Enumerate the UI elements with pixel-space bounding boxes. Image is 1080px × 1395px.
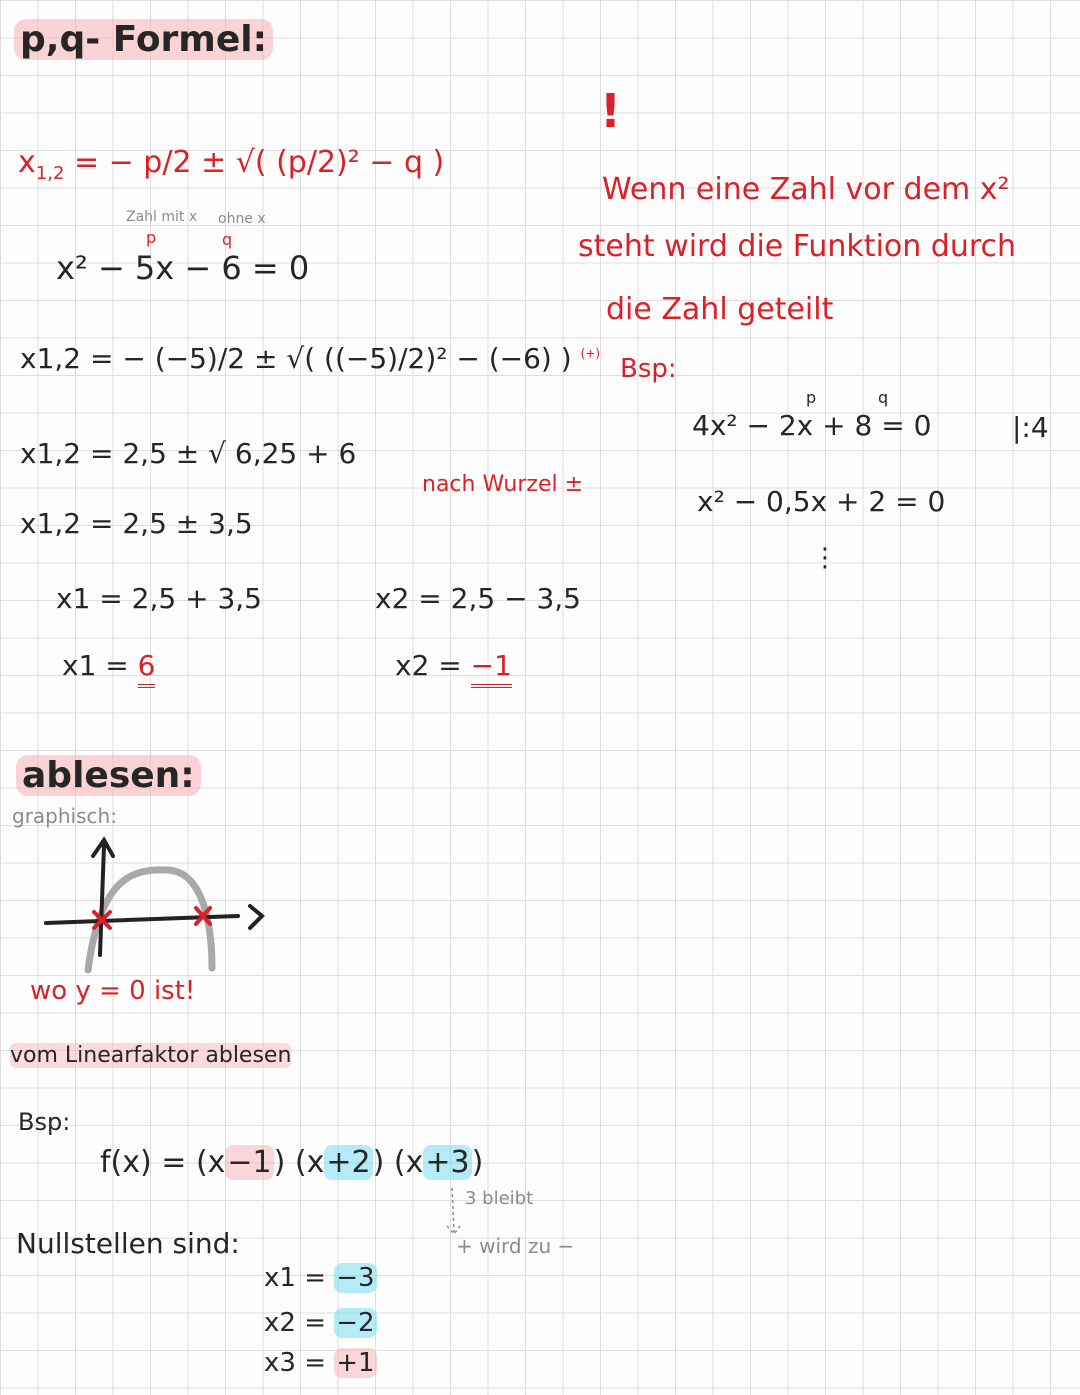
x1-result: x1 = 6 bbox=[62, 652, 155, 680]
step-2: x1,2 = 2,5 ± √ 6,25 + 6 bbox=[20, 437, 357, 470]
function-definition: f(x) = (x−1) (x+2) (x+3) bbox=[100, 1145, 484, 1180]
note-root: nach Wurzel ± bbox=[422, 472, 584, 497]
x2-calc: x2 = 2,5 − 3,5 bbox=[375, 582, 581, 615]
note-mark-q: q bbox=[878, 388, 889, 407]
note-becomes: + wird zu − bbox=[456, 1234, 575, 1258]
zero-2: x2 = −2 bbox=[264, 1308, 375, 1338]
note-line-1: Wenn eine Zahl vor dem x² bbox=[602, 172, 1010, 207]
bsp-label: Bsp: bbox=[18, 1108, 71, 1136]
pq-title: p,q- Formel: bbox=[14, 22, 273, 58]
linearfaktor-label: vom Linearfaktor ablesen bbox=[10, 1043, 292, 1068]
x1-calc: x1 = 2,5 + 3,5 bbox=[56, 582, 262, 615]
note-line-3: die Zahl geteilt bbox=[606, 292, 834, 327]
note-stays: 3 bleibt bbox=[465, 1188, 534, 1209]
note-eq-1-op: |:4 bbox=[1012, 411, 1049, 444]
label-q: ohne x bbox=[218, 211, 266, 227]
note-bsp: Bsp: bbox=[620, 354, 677, 384]
quadratic-equation: x² − 5x − 6 = 0 bbox=[56, 249, 310, 287]
exclamation-mark: ! bbox=[600, 84, 621, 138]
step-3: x1,2 = 2,5 ± 3,5 bbox=[20, 507, 253, 540]
ablesen-title: ablesen: bbox=[16, 758, 201, 794]
note-mark-p: p bbox=[806, 388, 817, 407]
note-eq-1: 4x² − 2x + 8 = 0 bbox=[692, 409, 932, 442]
where-zero-note: wo y = 0 ist! bbox=[30, 976, 196, 1006]
zeros-label: Nullstellen sind: bbox=[16, 1227, 240, 1260]
note-arrow-icon bbox=[447, 1188, 460, 1234]
note-eq-2: x² − 0,5x + 2 = 0 bbox=[697, 485, 946, 518]
note-dots: ⋮ bbox=[812, 543, 838, 573]
zero-3: x3 = +1 bbox=[264, 1348, 375, 1378]
zero-1: x1 = −3 bbox=[264, 1263, 375, 1293]
x2-result: x2 = −1 bbox=[395, 652, 512, 680]
x-axis-arrow-icon bbox=[250, 906, 262, 928]
mark-q: q bbox=[222, 230, 233, 249]
label-p: Zahl mit x bbox=[126, 209, 198, 225]
note-line-2: steht wird die Funktion durch bbox=[578, 229, 1017, 264]
step-1: x1,2 = − (−5)/2 ± √( ((−5)/2)² − (−6) ) (+) bbox=[20, 342, 601, 375]
graphisch-label: graphisch: bbox=[12, 804, 117, 828]
pq-formula: $x_{1,2}$ = − p/2 ± √( (p/2)² − q ) bbox=[18, 145, 445, 184]
mark-p: p bbox=[146, 228, 157, 247]
y-axis bbox=[100, 846, 104, 955]
